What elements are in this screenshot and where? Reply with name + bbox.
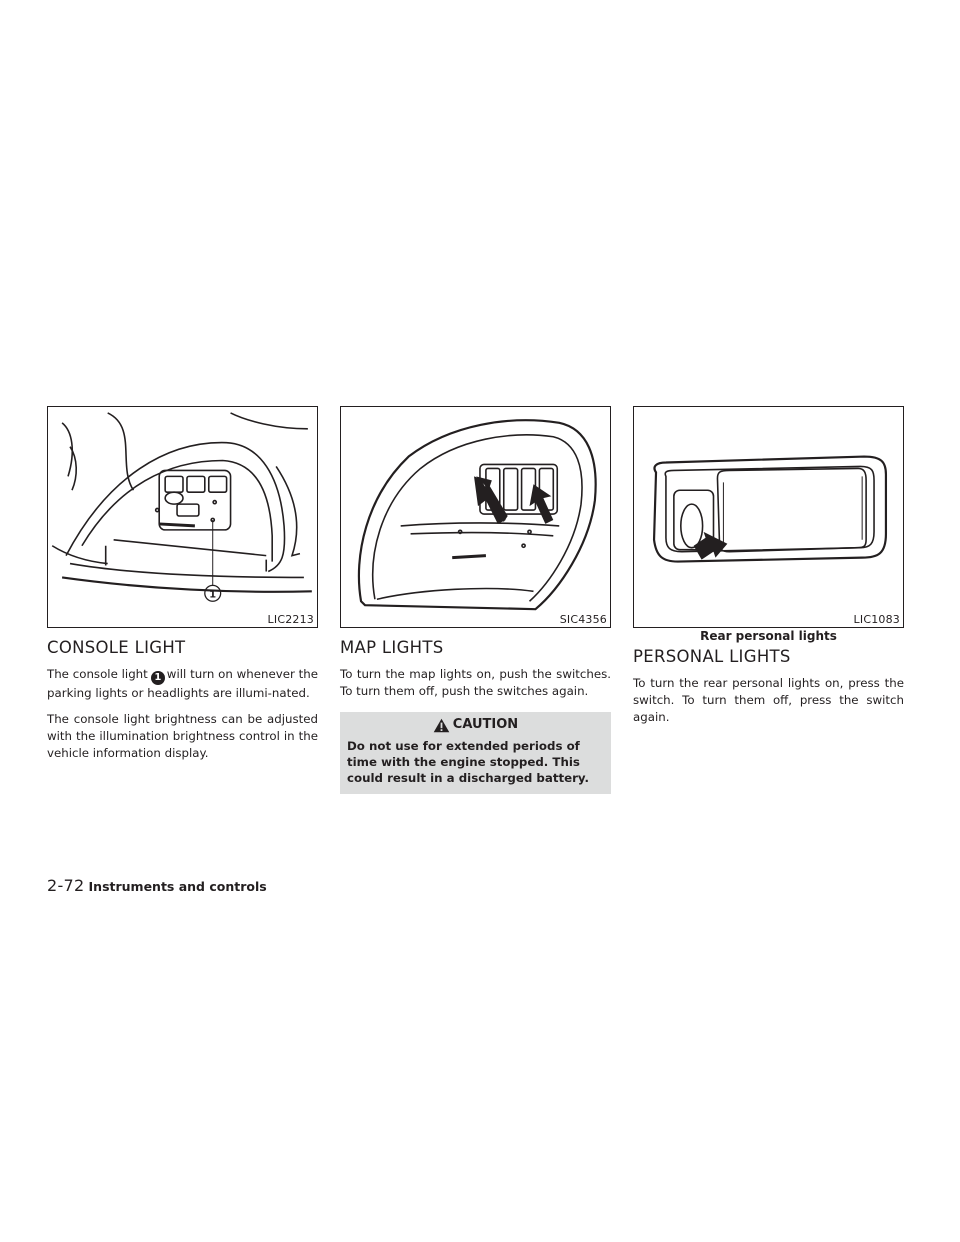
figure-code: LIC1083	[853, 613, 900, 626]
map-lights-illustration	[341, 407, 610, 627]
console-light-heading: CONSOLE LIGHT	[47, 638, 186, 657]
caution-header	[347, 715, 604, 735]
console-light-figure	[47, 406, 318, 628]
warning-icon	[433, 718, 450, 733]
map-lights-figure	[340, 406, 611, 628]
figure-caption: Rear personal lights	[700, 629, 837, 643]
map-lights-paragraph-1: To turn the map lights on, push the switches. To turn them off, push the switches again.	[340, 667, 611, 698]
page-number: 2-72	[47, 876, 85, 895]
console-light-paragraph-1: The console light 1 will turn on whenever the parking lights or headlights are illumi-nated.	[47, 667, 318, 700]
caution-text: Do not use for extended periods of time with the engine stopped. This could result in a discharged battery.	[347, 739, 590, 785]
page-footer	[47, 876, 267, 895]
figure-code: SIC4356	[559, 613, 607, 626]
section-name: Instruments and controls	[88, 879, 267, 894]
callout-1-label	[48, 407, 317, 627]
personal-lights-illustration	[634, 407, 903, 627]
personal-lights-paragraph-1: To turn the rear personal lights on, press the switch. To turn them off, press the switch again.	[633, 676, 904, 724]
personal-lights-heading: PERSONAL LIGHTS	[633, 647, 791, 666]
console-light-section	[47, 406, 318, 762]
personal-lights-section	[633, 406, 904, 726]
figure-code: LIC2213	[267, 613, 314, 626]
personal-lights-figure	[633, 406, 904, 628]
map-lights-heading: MAP LIGHTS	[340, 638, 444, 657]
caution-box	[340, 712, 611, 794]
caution-title: CAUTION	[452, 717, 519, 732]
console-light-paragraph-2: The console light brightness can be adjusted with the illumination brightness control in the vehicle information display.	[47, 711, 318, 760]
callout-1-badge: 1	[151, 671, 165, 685]
map-lights-section	[340, 406, 611, 794]
svg-text:1: 1	[209, 589, 217, 601]
